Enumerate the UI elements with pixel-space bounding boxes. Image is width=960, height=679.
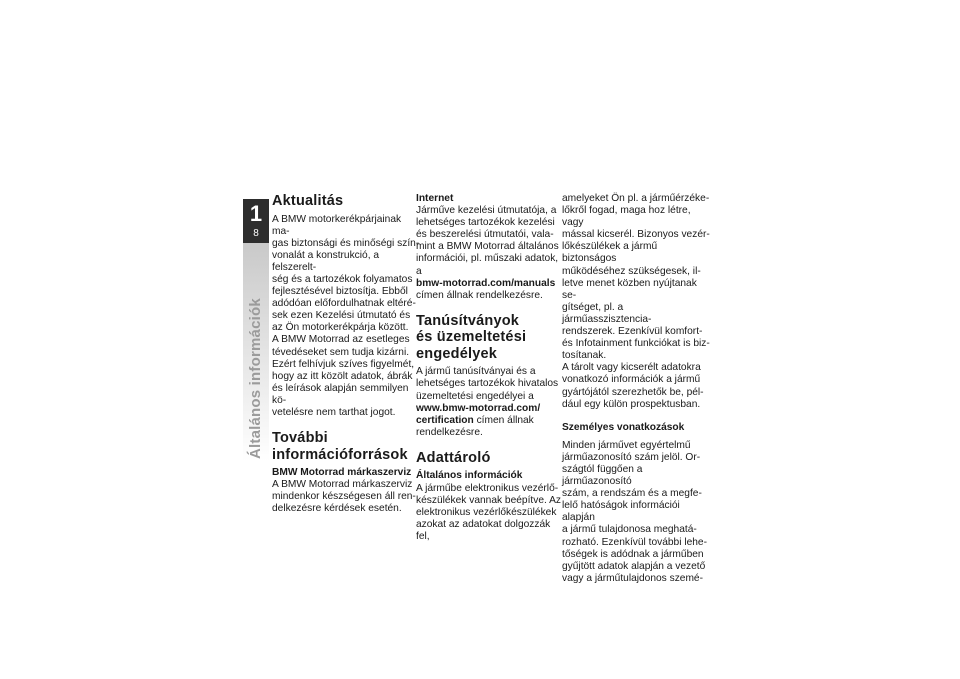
manuals-link[interactable]: bmw-motorrad.com/manuals xyxy=(416,277,556,289)
heading-aktualitas: Aktualitás xyxy=(272,193,344,209)
subheading-altalanos-informaciok: Általános információk xyxy=(416,470,523,482)
subheading-markaszerviz: BMW Motorrad márkaszerviz xyxy=(272,467,412,479)
certification-link-line-2[interactable]: certification xyxy=(416,414,474,426)
page-number: 8 xyxy=(253,228,259,239)
subheading-internet: Internet xyxy=(416,193,454,204)
paragraph-adattarolo-continued: amelyeket Ön pl. a járműérzéke- lőkről fogad, maga hoz létre, vagy mással kicserél. Bizonyos vezér- lőkészülékek a jármű biztonságos működéséhez szükségesek, il- letve menet közben nyújtanak se- gítséget, pl. a járműasszisztencia- rendszerek. Ezenkívül komfort- és Infotainment funkciókat is biz- tosítanak. A tárolt vagy kicserélt adatokra vonatkozó információk a jármű gyártójától szerezhetők be, pél- dául egy külön prospektusban. xyxy=(562,193,710,410)
paragraph-altalanos: A járműbe elektronikus vezérlő- készülékek vannak beépítve. Az elektronikus vezérlőkészülékek azokat az adatokat dolgozzák fel, xyxy=(416,482,561,542)
heading-tovabbi-informacioforrasok: További információforrások xyxy=(272,430,408,463)
paragraph-szemelyes: Minden járművet egyértelmű járműazonosító szám jelöl. Or- szágtól függően a járműazonosító szám, a rendszám és a megfe- lelő hatóságok információi alapján a jármű tulajdonosa meghatá- rozható. Ezenkívül további lehe- tőségek is adódnak a járműben gyűjtött adatok alapján a vezető vagy a járműtulajdonos szemé- xyxy=(562,439,707,584)
heading-adattarolo: Adattároló xyxy=(416,449,491,466)
certification-link-line-1[interactable]: www.bmw-motorrad.com/ xyxy=(416,402,541,414)
column-3 xyxy=(562,193,710,585)
chapter-box xyxy=(243,199,269,243)
chapter-title-vertical: Általános információk xyxy=(247,298,264,459)
subheading-szemelyes-vonatkozasok: Személyes vonatkozások xyxy=(562,421,685,433)
column-2 xyxy=(416,193,564,543)
chapter-side-tab xyxy=(243,191,269,461)
chapter-number: 1 xyxy=(249,201,263,226)
paragraph-aktualitas: A BMW motorkerékpárjainak ma- gas biztonsági és minőségi szín- vonalát a konstrukció, a felszerelt- ség és a tartozékok folyamatos fejlesztésével biztosítja. Ebből adódóan előfordulhatnak eltéré- sek ezen Kezelési útmutató és az Ön motorkerékpárja között. A BMW Motorrad az esetleges tévedéseket sem tudja kizárni. Ezért felhívjuk szíves figyelmét, hogy az itt közölt adatok, ábrák és leírások alapján semmilyen kö- vetelésre nem tarthat jogot. xyxy=(272,213,420,418)
paragraph-tanusitvanyok: A jármű tanúsítványai és a lehetséges tartozékok hivatalos üzemeltetési engedélyei a www.bmw-motorrad.com/ certification címen állnak rendelkezésre. xyxy=(416,366,559,438)
paragraph-internet: Járműve kezelési útmutatója, a lehetséges tartozékok kezelési és beszerelési útmutatói, vala- mint a BMW Motorrad általános információi, pl. műszaki adatok, a bmw-motorrad.com/manuals címen állnak rendelkezésre. xyxy=(416,205,559,301)
heading-tanusitvanyok: Tanúsítványok és üzemeltetési engedélyek xyxy=(416,312,527,362)
paragraph-markaszerviz: A BMW Motorrad márkaszerviz mindenkor készségesen áll ren- delkezésre kérdések esetén. xyxy=(272,479,416,515)
column-1 xyxy=(272,193,420,515)
